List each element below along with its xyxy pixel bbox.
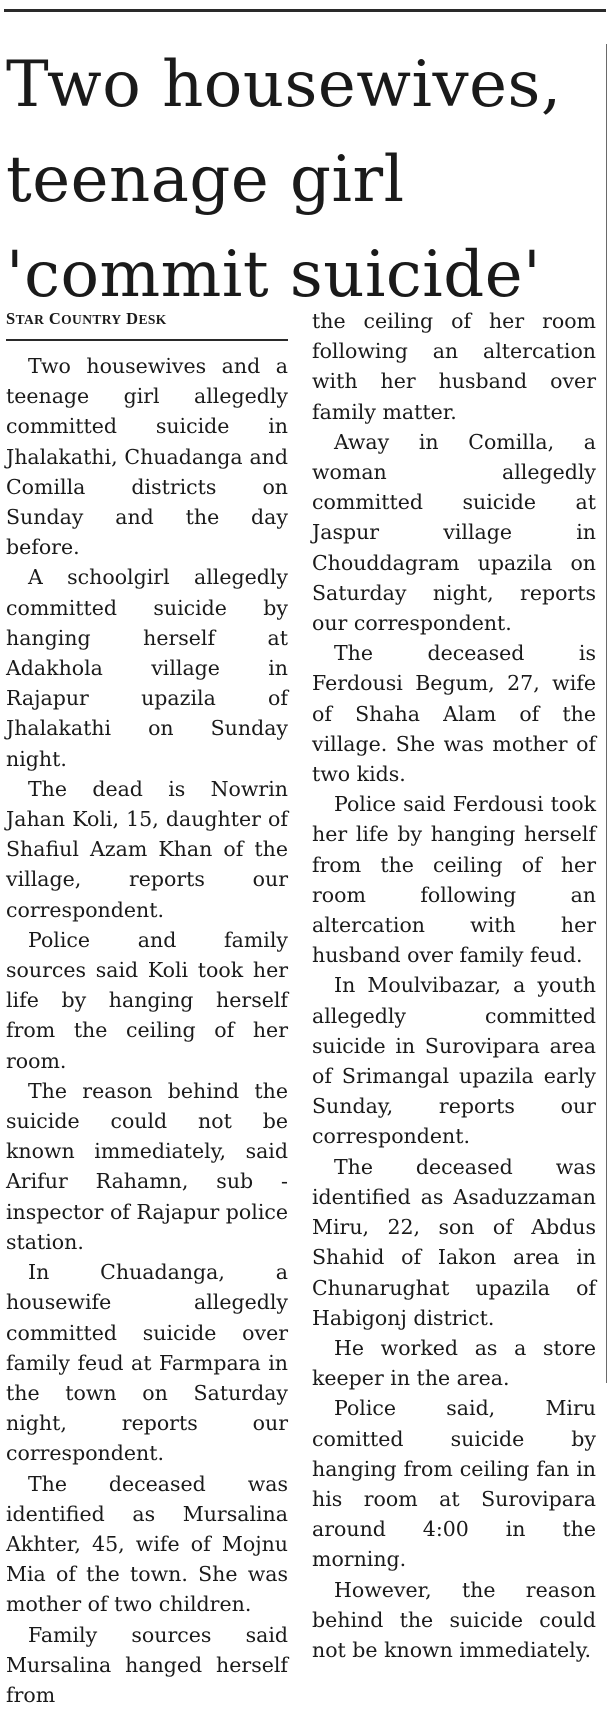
paragraph: Police said, Miru comitted suicide by hanging from ceiling fan in his room at Surovipara around 4:00 in the morning.: [312, 1396, 596, 1572]
article-column-left: [6, 304, 288, 1710]
paragraph: However, the reason behind the suicide could not be known immediately.: [312, 1577, 596, 1662]
paragraph: The reason behind the suicide could not be known immediately, said Arifur Rahamn, sub -inspector of Rajapur police station.: [6, 1078, 288, 1254]
paragraph-continued: the ceiling of her room following an altercation with her husband over family matter.: [312, 309, 596, 424]
paragraph: Family sources said Mursalina hanged herself from: [6, 1622, 288, 1707]
paragraph: Police said Ferdousi took her life by hanging herself from the ceiling of her room following an altercation with her husband over family feud.: [312, 792, 596, 968]
paragraph: In Chuadanga, a housewife allegedly committed suicide over family feud at Farmpara in the town on Saturday night, reports our correspondent.: [6, 1260, 288, 1466]
paragraph: Police and family sources said Koli took her life by hanging herself from the ceiling of her room.: [6, 927, 288, 1073]
paragraph: The dead is Nowrin Jahan Koli, 15, daughter of Shafiul Azam Khan of the village, reports our correspondent.: [6, 776, 288, 922]
headline-line-1: Two housewives,: [6, 48, 562, 122]
paragraph: He worked as a store keeper in the area.: [312, 1335, 596, 1391]
byline-text: STAR COUNTRY DESK: [6, 309, 167, 328]
paragraph: In Moulvibazar, a youth allegedly committed suicide in Surovipara area of Srimangal upazila early Sunday, reports our correspondent.: [312, 973, 596, 1149]
paragraph: The deceased was identified as Asaduzzaman Miru, 22, son of Abdus Shahid of Iakon area in Chunarughat upazila of Habigonj district.: [312, 1154, 596, 1330]
top-rule: [4, 9, 606, 12]
paragraph: The deceased is Ferdousi Begum, 27, wife of Shaha Alam of the village. She was mother of two kids.: [312, 641, 596, 787]
paragraph: The deceased was identified as Mursalina Akhter, 45, wife of Mojnu Mia of the town. She was mother of two children.: [6, 1471, 288, 1617]
byline: [6, 304, 288, 341]
paragraph: Away in Comilla, a woman allegedly committed suicide at Jaspur village in Chouddagram upazila on Saturday night, reports our correspondent.: [312, 429, 596, 636]
article-column-right: [312, 306, 596, 1665]
paragraph: Two housewives and a teenage girl allegedly committed suicide in Jhalakathi, Chuadanga and Comilla districts on Sunday and the day before.: [6, 354, 288, 560]
column-rule: [606, 44, 607, 1383]
headline-line-2: teenage girl: [6, 143, 405, 217]
paragraph: A schoolgirl allegedly committed suicide by hanging herself at Adakhola village in Rajapur upazila of Jhalakathi on Sunday night.: [6, 565, 288, 771]
headline: [6, 38, 596, 323]
headline-line-3: 'commit suicide': [6, 238, 542, 312]
